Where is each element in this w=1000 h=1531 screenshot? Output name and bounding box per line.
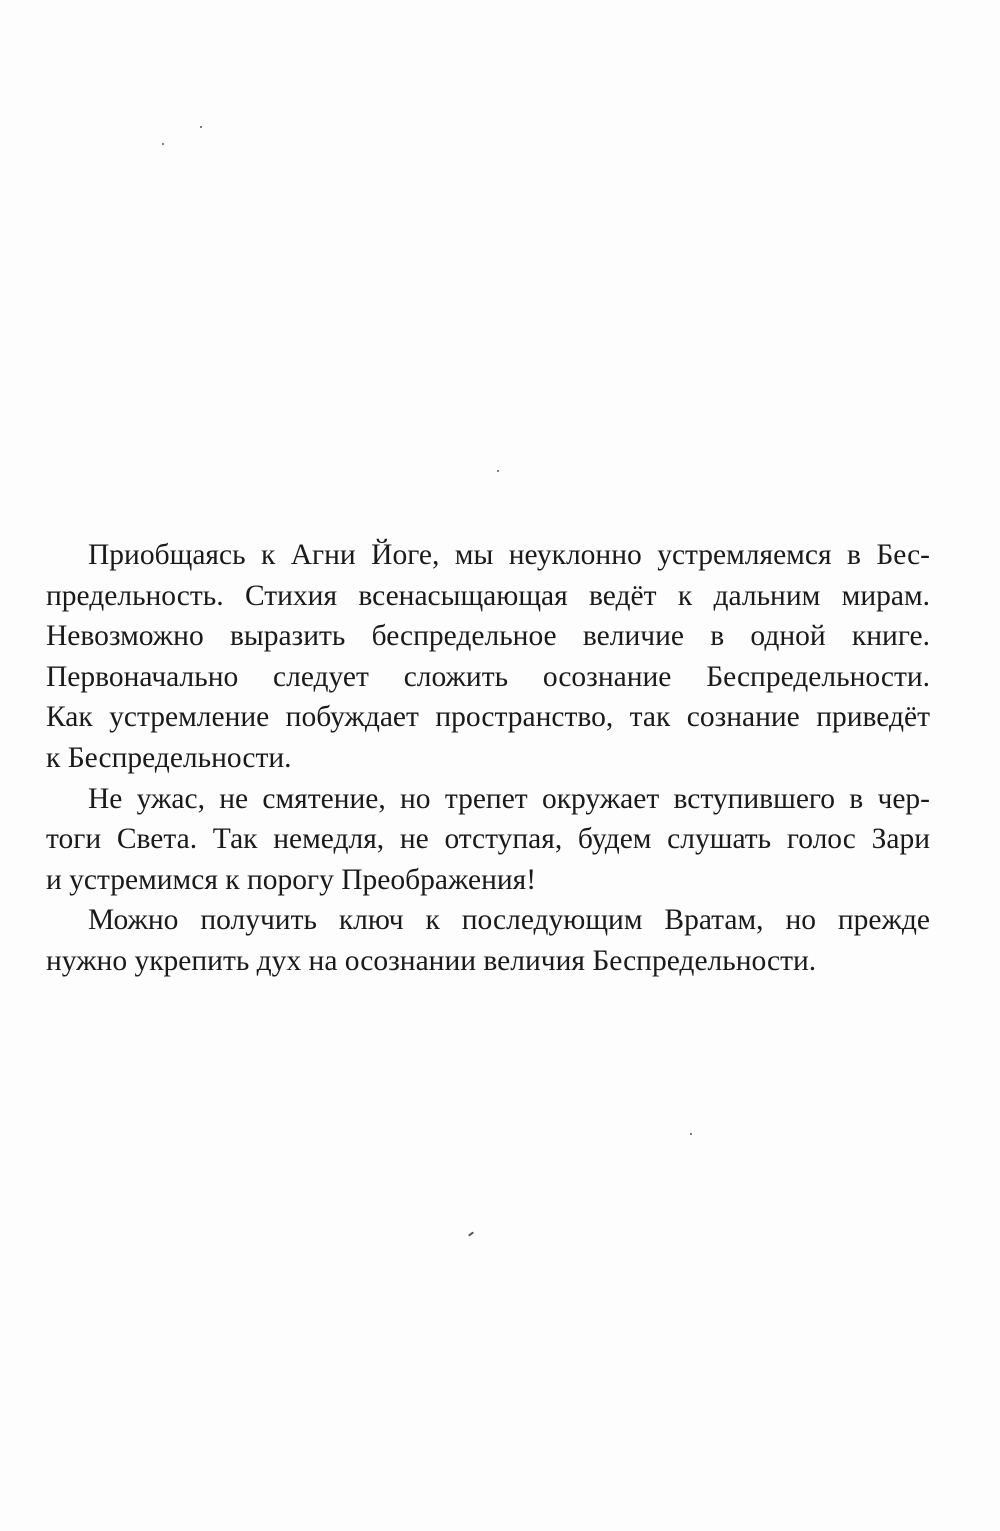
scan-speck bbox=[200, 126, 202, 128]
paragraph-2 bbox=[46, 779, 930, 901]
text-line: к Беспредельности. bbox=[46, 741, 292, 774]
paragraph-3 bbox=[46, 900, 930, 981]
scan-speck bbox=[468, 1231, 474, 1236]
text-line: Первоначально следует сложить осознание Беспредельности. bbox=[46, 660, 930, 693]
scan-speck bbox=[690, 1133, 692, 1135]
body-text bbox=[46, 535, 930, 982]
scan-speck bbox=[162, 143, 164, 145]
text-line: Невозможно выразить беспредельное величие в одной книге. bbox=[46, 620, 930, 653]
text-line: тоги Света. Так немедля, не отступая, будем слушать голос Зари bbox=[46, 823, 930, 856]
text-line: Как устремление побуждает пространство, так сознание приведёт bbox=[46, 701, 930, 734]
scan-speck bbox=[497, 470, 499, 472]
text-line: Не ужас, не смятение, но трепет окружает вступившего в чер- bbox=[88, 782, 930, 815]
paragraph-1 bbox=[46, 535, 930, 779]
text-line: нужно укрепить дух на осознании величия Беспредельности. bbox=[46, 944, 817, 977]
text-line: Можно получить ключ к последующим Вратам, но прежде bbox=[88, 904, 930, 937]
text-line: и устремимся к порогу Преображения! bbox=[46, 863, 537, 896]
text-line: Приобщаясь к Агни Йоге, мы неуклонно устремляемся в Бес- bbox=[88, 539, 930, 571]
text-line: предельность. Стихия всенасыщающая ведёт к дальним мирам. bbox=[46, 579, 930, 612]
